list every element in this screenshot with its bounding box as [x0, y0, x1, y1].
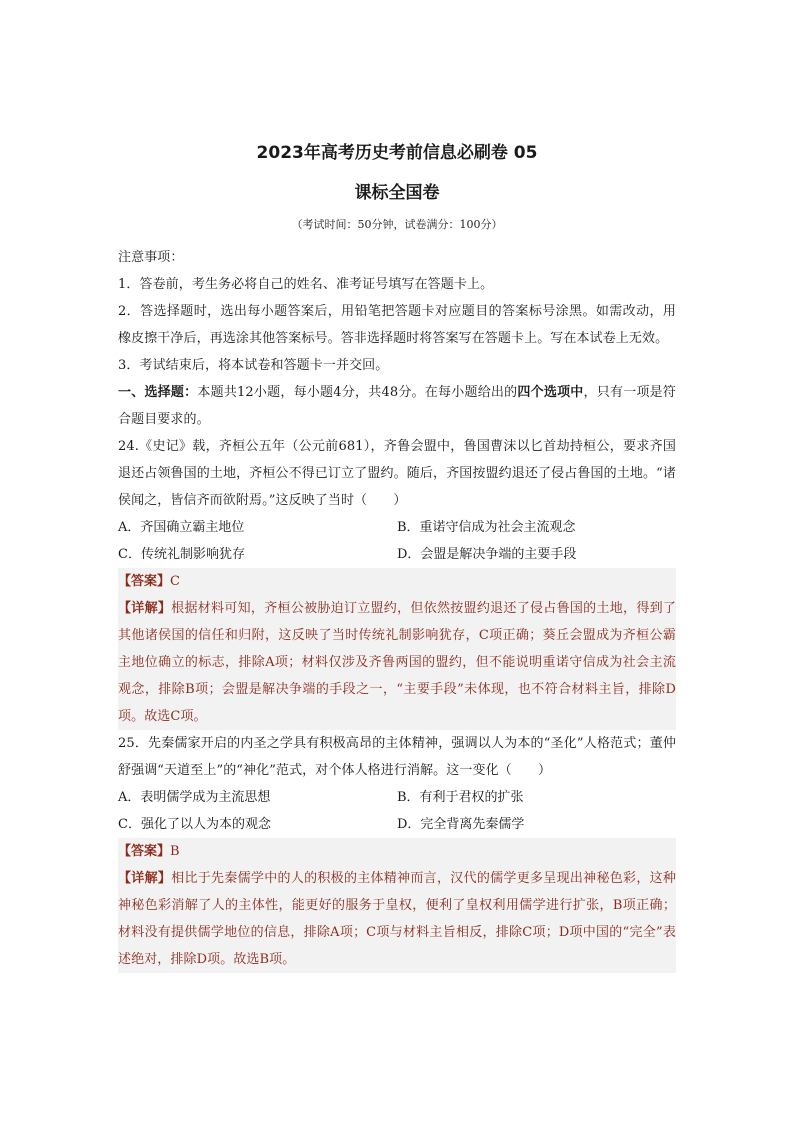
question-24-options-row-2 — [118, 541, 676, 568]
detail-tag: 【详解】 — [118, 601, 172, 616]
question-25-answer-box — [118, 838, 676, 973]
question-25-option-a: A．表明儒学成为主流思想 — [118, 790, 271, 805]
question-25-answer — [118, 838, 676, 865]
question-24-option-a: A．齐国确立霸主地位 — [118, 520, 245, 535]
answer-tag: 【答案】 — [118, 574, 171, 589]
exam-info: （考试时间：50分钟，试卷满分：100分） — [291, 218, 503, 231]
note-item-1: 1．答卷前，考生务必将自己的姓名、准考证号填写在答题卡上。 — [118, 277, 494, 292]
answer-tag: 【答案】 — [118, 844, 171, 859]
answer-value: C — [170, 574, 180, 589]
question-24-stem: 24.《史记》载，齐桓公五年（公元前681），齐鲁会盟中，鲁国曹沫以匕首劫持桓公，要求齐国退还占领鲁国的土地，齐桓公不得已订立了盟约。随后，齐国按盟约退还了侵占鲁国的土地。“诸侯闻之，皆信齐而欲附焉。”这反映了当时（ ） — [118, 439, 676, 508]
detail-tag: 【详解】 — [118, 871, 172, 886]
question-24-option-b: B．重诺守信成为社会主流观念 — [397, 520, 576, 535]
note-item-3: 3．考试结束后，将本试卷和答题卡一并交回。 — [118, 358, 389, 373]
question-24-option-c: C．传统礼制影响犹存 — [118, 547, 245, 562]
question-24-detail — [118, 595, 676, 730]
section-bold: 四个选项中 — [517, 385, 584, 400]
note-item-2: 2．答选择题时，选出每小题答案后，用铅笔把答题卡对应题目的答案标号涂黑。如需改动，用橡皮擦干净后，再选涂其他答案标号。答非选择题时将答案写在答题卡上。写在本试卷上无效。 — [118, 304, 676, 346]
section-prefix: 一、选择题： — [118, 385, 198, 400]
question-25-stem: 25．先秦儒家开启的内圣之学具有积极高昂的主体精神，强调以人为本的“圣化”人格范式；董仲舒强调“天道至上”的“神化”范式，对个体人格进行消解。这一变化（ ） — [118, 736, 676, 778]
question-25-option-c: C．强化了以人为本的观念 — [118, 817, 271, 832]
question-25-option-d: D．完全背离先秦儒学 — [397, 817, 525, 832]
section-suffix: ，只有一项是符合题目要求的。 — [118, 385, 676, 427]
question-25-option-b: B．有利于君权的扩张 — [397, 790, 524, 805]
section-mid: 本题共12小题，每小题4分，共48分。在每小题给出的 — [197, 385, 518, 400]
question-24-answer — [118, 568, 676, 595]
question-24-option-d: D．会盟是解决争端的主要手段 — [397, 547, 577, 562]
paper-subtitle: 课标全国卷 — [354, 183, 440, 203]
notes-heading: 注意事项： — [118, 250, 184, 265]
section-instructions — [118, 379, 676, 433]
question-24-answer-box — [118, 568, 676, 730]
paper-title: 2023年高考历史考前信息必刷卷 05 — [256, 143, 538, 163]
detail-text: 相比于先秦儒学中的人的积极的主体精神而言，汉代的儒学更多呈现出神秘色彩，这种神秘色彩消解了人的主体性，能更好的服务于皇权，便利了皇权利用儒学进行扩张，B项正确；材料没有提供儒学地位的信息，排除A项；C项与材料主旨相反，排除C项；D项中国的“完全”表述绝对，排除D项。故选B项。 — [118, 871, 676, 967]
question-25-options-row-2 — [118, 811, 676, 838]
question-25-options-row-1 — [118, 784, 676, 811]
detail-text: 根据材料可知，齐桓公被胁迫订立盟约，但依然按盟约退还了侵占鲁国的土地，得到了其他诸侯国的信任和归附，这反映了当时传统礼制影响犹存，C项正确；葵丘会盟成为齐桓公霸主地位确立的标志，排除A项；材料仅涉及齐鲁两国的盟约，但不能说明重诺守信成为社会主流观念，排除B项；会盟是解决争端的手段之一，“主要手段”未体现，也不符合材料主旨，排除D项。故选C项。 — [118, 601, 676, 724]
exam-page — [118, 140, 676, 973]
question-25-detail — [118, 865, 676, 973]
answer-value: B — [170, 844, 180, 859]
question-24-options-row-1 — [118, 514, 676, 541]
